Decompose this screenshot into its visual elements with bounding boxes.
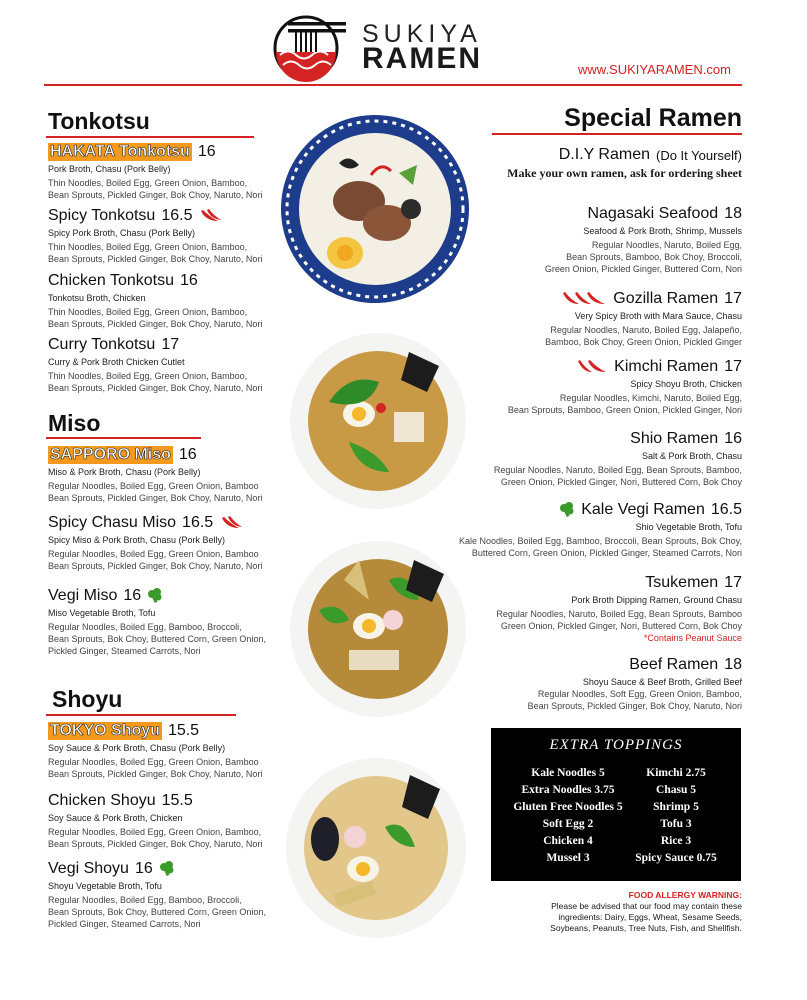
- item-desc: Bean Sprouts, Pickled Ginger, Bok Choy, Naruto, Nori: [48, 383, 263, 393]
- item-name: HAKATA Tonkotsu: [50, 143, 190, 160]
- item-desc: Bean Sprouts, Pickled Ginger, Bok Choy, Naruto, Nori: [48, 493, 263, 503]
- item-broth: Tonkotsu Broth, Chicken: [48, 293, 146, 303]
- item-name: TOKYO Shoyu: [50, 722, 160, 739]
- item-desc: Bean Sprouts, Pickled Ginger, Bok Choy, Naruto, Nori: [48, 769, 263, 779]
- item-price: 16: [180, 272, 198, 289]
- item-broth: Shoyu Vegetable Broth, Tofu: [48, 881, 162, 891]
- item-desc: Thin Noodles, Boiled Egg, Green Onion, Bamboo,: [48, 242, 248, 252]
- item-name: Gozilla Ramen: [613, 290, 719, 307]
- chili-pepper-icon: [198, 209, 222, 223]
- extra-toppings-box: [491, 728, 741, 881]
- item-broth: Shio Vegetable Broth, Tofu: [635, 522, 742, 532]
- item-desc: Make your own ramen, ask for ordering sheet: [507, 166, 742, 180]
- item-broth: Miso Vegetable Broth, Tofu: [48, 608, 156, 618]
- item-desc: Regular Noodles, Naruto, Boiled Egg, Bean Sprouts, Bamboo,: [493, 465, 742, 475]
- toppings-left-column: [509, 765, 627, 867]
- item-broth: Soy Sauce & Pork Broth, Chasu (Pork Belly): [48, 743, 226, 753]
- topping-item: Chicken 4: [543, 835, 593, 847]
- item-desc: Kale Noodles, Boiled Egg, Bamboo, Broccoli, Bean Sprouts, Bok Choy,: [459, 536, 742, 546]
- tonkotsu-bowl-photo: [279, 113, 471, 305]
- menu-item-kimchi-ramen: [508, 358, 742, 416]
- item-broth: Salt & Pork Broth, Chasu: [641, 451, 742, 461]
- item-broth: Pork Broth, Chasu (Pork Belly): [48, 164, 171, 174]
- menu-item-spicy-tonkotsu: [48, 207, 262, 265]
- item-price: 16.5: [161, 207, 193, 224]
- item-desc: Regular Noodles, Naruto, Boiled Egg,: [591, 240, 742, 250]
- item-name: Tsukemen: [645, 574, 719, 591]
- vegi-miso-bowl-photo: [289, 540, 467, 718]
- item-desc: Regular Noodles, Boiled Egg, Green Onion, Bamboo: [48, 757, 259, 767]
- item-desc: Green Onion, Pickled Ginger, Nori, Buttered Corn, Bok Choy: [500, 477, 742, 487]
- item-desc: Bean Sprouts, Bok Choy, Buttered Corn, Green Onion,: [48, 907, 266, 917]
- item-desc: Pickled Ginger, Steamed Carrots, Nori: [48, 646, 201, 656]
- item-desc: Bean Sprouts, Pickled Ginger, Bok Choy, Naruto, Nori: [527, 701, 742, 711]
- section-divider: [492, 133, 742, 135]
- miso-bowl-photo: [289, 332, 467, 510]
- section-title-special: Special Ramen: [564, 104, 742, 132]
- item-name: Vegi Shoyu: [48, 860, 129, 877]
- allergy-title: FOOD ALLERGY WARNING:: [628, 890, 742, 900]
- item-price: 15.5: [161, 792, 193, 809]
- topping-item: Kale Noodles 5: [531, 767, 605, 779]
- toppings-title: EXTRA TOPPINGS: [549, 737, 683, 753]
- item-broth: Curry & Pork Broth Chicken Cutlet: [48, 357, 185, 367]
- header-divider: [44, 84, 742, 86]
- item-price: 17: [724, 290, 742, 307]
- allergy-text: ingredients: Dairy, Eggs, Wheat, Sesame Seeds,: [558, 912, 742, 922]
- section-divider: [46, 714, 236, 716]
- item-price: 16: [178, 446, 197, 463]
- item-name: Kale Vegi Ramen: [581, 501, 705, 518]
- allergy-text: Soybeans, Peanuts, Tree Nuts, Fish, and Shellfish.: [550, 923, 742, 933]
- item-name: Spicy Chasu Miso: [48, 514, 177, 531]
- menu-item-chicken-tonkotsu: [48, 272, 262, 330]
- broccoli-icon: [559, 502, 575, 518]
- food-allergy-warning: [520, 890, 742, 934]
- topping-item: Shrimp 5: [653, 801, 699, 813]
- item-price: 18: [724, 205, 742, 222]
- item-desc: Regular Noodles, Naruto, Boiled Egg, Bean Sprouts, Bamboo: [496, 609, 742, 619]
- chili-pepper-icon: [561, 291, 607, 307]
- item-broth: Shoyu Sauce & Beef Broth, Grilled Beef: [582, 677, 742, 687]
- item-name: Beef Ramen: [629, 656, 719, 673]
- topping-item: Tofu 3: [660, 818, 692, 830]
- toppings-right-column: [621, 765, 731, 867]
- item-desc: Bean Sprouts, Pickled Ginger, Bok Choy, Naruto, Nori: [48, 839, 263, 849]
- topping-item: Mussel 3: [546, 852, 590, 864]
- item-broth: Soy Sauce & Pork Broth, Chicken: [48, 813, 183, 823]
- item-desc: Thin Noodles, Boiled Egg, Green Onion, Bamboo,: [48, 307, 248, 317]
- menu-item-sapporo-miso: [48, 446, 262, 504]
- topping-item: Spicy Sauce 0.75: [635, 852, 717, 864]
- menu-item-shio-ramen: [494, 430, 742, 488]
- menu-item-tokyo-shoyu: [48, 722, 262, 780]
- menu-item-vegi-shoyu: [48, 860, 266, 930]
- item-price: 16.5: [710, 501, 742, 518]
- brand-name-line2: RAMEN: [362, 42, 482, 75]
- allergy-text: Please be advised that our food may contain these: [551, 901, 742, 911]
- menu-item-kale-vegi-ramen: [459, 501, 742, 559]
- topping-item: Extra Noodles 3.75: [521, 784, 615, 796]
- item-price: 16: [134, 860, 153, 877]
- item-desc: Buttered Corn, Green Onion, Pickled Ginger, Steamed Carrots, Nori: [471, 548, 742, 558]
- item-name: Spicy Tonkotsu: [48, 207, 156, 224]
- brand-name-line1: SUKIYA: [362, 20, 482, 48]
- menu-item-diy-ramen: [507, 146, 742, 181]
- section-title-miso: Miso: [48, 410, 101, 436]
- section-title-tonkotsu: Tonkotsu: [48, 108, 150, 134]
- item-broth: Spicy Shoyu Broth, Chicken: [630, 379, 742, 389]
- item-desc: Regular Noodles, Boiled Egg, Green Onion, Bamboo: [48, 549, 259, 559]
- item-desc: Bean Sprouts, Pickled Ginger, Bok Choy, Naruto, Nori: [48, 190, 263, 200]
- chili-pepper-icon: [576, 359, 608, 375]
- item-desc: Regular Noodles, Boiled Egg, Green Onion, Bamboo: [48, 481, 259, 491]
- item-desc: Bean Sprouts, Bok Choy, Buttered Corn, Green Onion,: [48, 634, 266, 644]
- item-name: Vegi Miso: [48, 587, 118, 604]
- item-desc: Bean Sprouts, Pickled Ginger, Bok Choy, Naruto, Nori: [48, 254, 263, 264]
- section-divider: [46, 437, 201, 439]
- menu-item-spicy-chasu-miso: [48, 514, 262, 572]
- item-desc: Regular Noodles, Kimchi, Naruto, Boiled Egg,: [559, 393, 742, 403]
- item-desc: Thin Noodles, Boiled Egg, Green Onion, Bamboo,: [48, 371, 248, 381]
- menu-item-nagasaki-seafood: [545, 205, 742, 275]
- item-name: Shio Ramen: [630, 430, 719, 447]
- menu-item-tsukemen: [496, 574, 742, 644]
- item-desc: Bean Sprouts, Bamboo, Bok Choy, Broccoli,: [566, 252, 742, 262]
- shoyu-bowl-photo: [285, 757, 467, 939]
- item-desc: Green Onion, Pickled Ginger, Nori, Buttered Corn, Bok Choy: [500, 621, 742, 631]
- item-desc: Pickled Ginger, Steamed Carrots, Nori: [48, 919, 201, 929]
- item-name: Curry Tonkotsu: [48, 336, 156, 353]
- menu-item-vegi-miso: [48, 587, 266, 657]
- item-price: 17: [724, 574, 742, 591]
- broccoli-icon: [147, 588, 163, 604]
- item-note: (Do It Yourself): [656, 147, 742, 163]
- menu-item-hakata-tonkotsu: [48, 143, 262, 201]
- item-name: Nagasaki Seafood: [587, 205, 719, 222]
- menu-item-curry-tonkotsu: [48, 336, 262, 394]
- item-desc: Regular Noodles, Boiled Egg, Bamboo, Broccoli,: [48, 622, 242, 632]
- item-desc: Regular Noodles, Boiled Egg, Green Onion, Bamboo,: [48, 827, 262, 837]
- item-desc: Thin Noodles, Boiled Egg, Green Onion, Bamboo,: [48, 178, 248, 188]
- item-broth: Spicy Miso & Pork Broth, Chasu (Pork Belly): [48, 535, 226, 545]
- item-broth: Miso & Pork Broth, Chasu (Pork Belly): [48, 467, 201, 477]
- section-divider: [46, 136, 254, 138]
- topping-item: Chasu 5: [656, 784, 696, 796]
- topping-item: Kimchi 2.75: [646, 767, 706, 779]
- item-desc: Regular Noodles, Boiled Egg, Bamboo, Broccoli,: [48, 895, 242, 905]
- item-price: 16: [197, 143, 216, 160]
- website-link[interactable]: www.SUKIYARAMEN.com: [578, 62, 731, 77]
- item-desc: Bamboo, Bok Choy, Green Onion, Pickled Ginger: [545, 337, 742, 347]
- item-broth: Seafood & Pork Broth, Shrimp, Mussels: [583, 226, 742, 236]
- item-desc: Green Onion, Pickled Ginger, Buttered Corn, Nori: [544, 264, 742, 274]
- item-price: 16: [724, 430, 742, 447]
- menu-item-gozilla-ramen: [545, 290, 742, 348]
- item-broth: Pork Broth Dipping Ramen, Ground Chasu: [571, 595, 742, 605]
- item-desc: Bean Sprouts, Pickled Ginger, Bok Choy, Naruto, Nori: [48, 319, 263, 329]
- item-price: 16.5: [182, 514, 214, 531]
- item-name: Chicken Tonkotsu: [48, 272, 174, 289]
- item-name: Kimchi Ramen: [614, 358, 719, 375]
- item-price: 17: [161, 336, 180, 353]
- item-desc: Bean Sprouts, Pickled Ginger, Bok Choy, Naruto, Nori: [48, 561, 263, 571]
- topping-item: Gluten Free Noodles 5: [513, 801, 623, 813]
- item-desc: Regular Noodles, Naruto, Boiled Egg, Jalapeño,: [550, 325, 742, 335]
- item-broth: Spicy Pork Broth, Chasu (Pork Belly): [48, 228, 196, 238]
- item-name: D.I.Y Ramen: [558, 146, 650, 163]
- menu-item-beef-ramen: [528, 656, 742, 712]
- broccoli-icon: [159, 861, 175, 877]
- item-price: 16: [123, 587, 142, 604]
- item-broth: Very Spicy Broth with Mara Sauce, Chasu: [574, 311, 742, 321]
- allergy-note: *Contains Peanut Sauce: [643, 633, 742, 643]
- topping-item: Rice 3: [660, 835, 692, 847]
- item-desc: Regular Noodles, Soft Egg, Green Onion, Bamboo,: [537, 689, 742, 699]
- item-name: Chicken Shoyu: [48, 792, 156, 809]
- item-price: 18: [724, 656, 742, 673]
- topping-item: Soft Egg 2: [542, 818, 594, 830]
- chili-pepper-icon: [219, 516, 243, 530]
- section-title-shoyu: Shoyu: [52, 686, 123, 712]
- item-name: SAPPORO Miso: [50, 446, 171, 463]
- menu-item-chicken-shoyu: [48, 792, 262, 850]
- item-price: 17: [724, 358, 742, 375]
- ramen-bowl-logo: [268, 12, 348, 82]
- item-desc: Bean Sprouts, Bamboo, Green Onion, Pickled Ginger, Nori: [507, 405, 742, 415]
- item-price: 15.5: [167, 722, 200, 739]
